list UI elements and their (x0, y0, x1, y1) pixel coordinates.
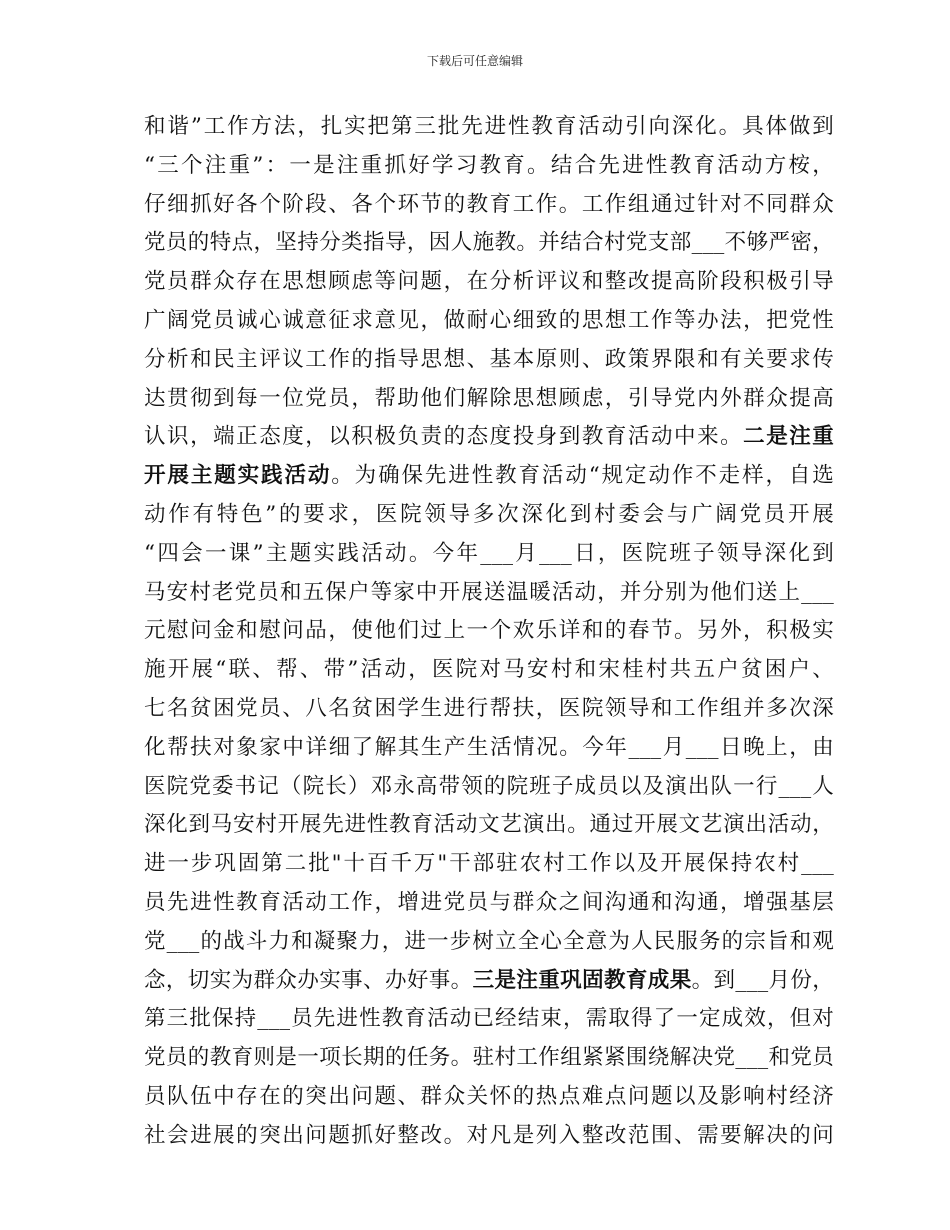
body-text-segment: 认识，端正态度，以积极负责的态度投身到教育活动中来。 (144, 424, 744, 450)
text-line (144, 496, 834, 535)
text-line (144, 962, 834, 1001)
body-text-segment: 。到___月份， (691, 967, 834, 993)
text-line (144, 418, 834, 457)
text-line (144, 147, 834, 186)
text-line (144, 1117, 834, 1156)
body-text-segment: 化帮扶对象家中详细了解其生产生活情况。今年___月___日晚上，由 (144, 734, 834, 760)
body-text-segment: 马安村老党员和五保户等家中开展送温暖活动，并分别为他们送上___ (144, 579, 834, 605)
body-text-segment: 念，切实为群众办实事、办好事。 (144, 967, 473, 993)
page-header-caption: 下载后可任意编辑 (426, 54, 523, 68)
body-text-segment: 医院党委书记（院长）邓永高带领的院班子成员以及演出队一行___人 (144, 773, 834, 799)
text-line (144, 806, 834, 845)
body-text-segment: 和谐”工作方法，扎实把第三批先进性教育活动引向深化。具体做到 (144, 114, 834, 139)
body-text-segment: 七名贫困党员、八名贫困学生进行帮扶，医院领导和工作组并多次深 (144, 695, 834, 721)
body-text-segment: 党员的特点，坚持分类指导，因人施教。并结合村党支部___不够严密， (144, 230, 834, 256)
text-line (144, 457, 834, 496)
text-line (144, 884, 834, 923)
body-text-segment: 党员群众存在思想顾虑等问题，在分析评议和整改提高阶段积极引导 (144, 269, 834, 295)
text-line (144, 729, 834, 768)
body-text-segment: 员队伍中存在的突出问题、群众关怀的热点难点问题以及影响村经济 (144, 1083, 834, 1109)
bold-heading-text: 三是注重巩固教育成果 (472, 967, 692, 993)
bold-heading-text: 二是注重 (743, 424, 834, 450)
body-text-segment: 社会进展的突出问题抓好整改。对凡是列入整改范围、需要解决的问 (144, 1122, 834, 1148)
text-line (144, 1078, 834, 1117)
text-line (144, 923, 834, 962)
text-line (144, 651, 834, 690)
text-line (144, 224, 834, 263)
document-body (144, 108, 834, 1156)
text-line (144, 1039, 834, 1078)
body-text-segment: 分析和民主评议工作的指导思想、基本原则、政策界限和有关要求传 (144, 346, 834, 372)
text-line (144, 574, 834, 613)
body-text-segment: 党___的战斗力和凝聚力，进一步树立全心全意为人民服务的宗旨和观 (144, 928, 834, 954)
text-line (144, 535, 834, 574)
body-text-segment: 进一步巩固第二批"十百千万"干部驻农村工作以及开展保持农村___ (144, 851, 834, 877)
body-text-segment: 达贯彻到每一位党员，帮助他们解除思想顾虑，引导党内外群众提高 (144, 385, 834, 411)
text-line (144, 612, 834, 651)
body-text-segment: “三个注重”：一是注重抓好学习教育。结合先进性教育活动方桉， (144, 152, 834, 178)
text-line (144, 1000, 834, 1039)
text-line (144, 845, 834, 884)
text-line (144, 108, 834, 147)
text-line (144, 186, 834, 225)
body-text-segment: 元慰问金和慰问品，使他们过上一个欢乐详和的春节。另外，积极实 (144, 618, 834, 644)
body-text-segment: 。为确保先进性教育活动“规定动作不走样，自选 (331, 463, 834, 489)
body-text-segment: 员先进性教育活动工作，增进党员与群众之间沟通和沟通，增强基层 (144, 889, 834, 915)
body-text-segment: 深化到马安村开展先进性教育活动文艺演出。通过开展文艺演出活动， (144, 812, 834, 838)
text-line (144, 768, 834, 807)
bold-heading-text: 开展主题实践活动 (144, 463, 332, 489)
text-line (144, 380, 834, 419)
body-text-segment: 党员的教育则是一项长期的任务。驻村工作组紧紧围绕解决党___和党员 (144, 1045, 834, 1071)
text-line (144, 341, 834, 380)
text-line (144, 302, 834, 341)
text-line (144, 263, 834, 302)
body-text-segment: 施开展“联、帮、带”活动，医院对马安村和宋桂村共五户贫困户、 (144, 657, 834, 683)
body-text-segment: 广阔党员诚心诚意征求意见，做耐心细致的思想工作等办法，把党性 (144, 307, 834, 333)
body-text-segment: 第三批保持___员先进性教育活动已经结束，需取得了一定成效，但对 (144, 1006, 834, 1032)
body-text-segment: 动作有特色”的要求，医院领导多次深化到村委会与广阔党员开展 (144, 501, 834, 527)
body-text-segment: 仔细抓好各个阶段、各个环节的教育工作。工作组通过针对不同群众 (144, 191, 834, 217)
body-text-segment: “四会一课”主题实践活动。今年___月___日，医院班子领导深化到 (144, 540, 834, 566)
text-line (144, 690, 834, 729)
